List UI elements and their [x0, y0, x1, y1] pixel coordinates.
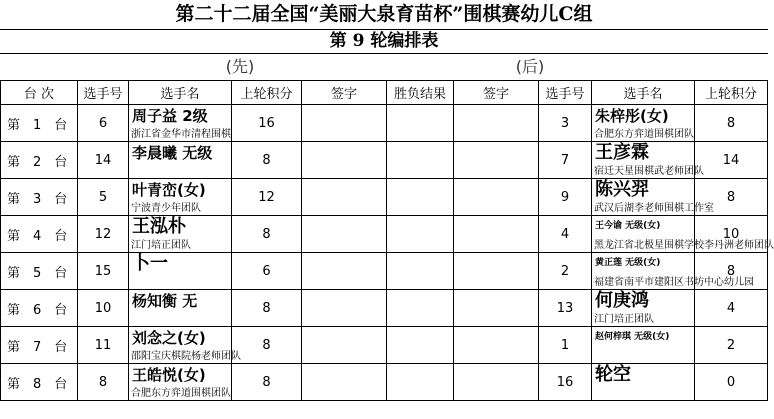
right-player-score: 8 — [695, 253, 768, 290]
header-result: 胜负结果 — [387, 81, 454, 105]
right-player-name: 朱梓彤(女) — [595, 107, 669, 125]
result-cell[interactable] — [387, 364, 454, 401]
left-player-name: 卜一 — [132, 253, 168, 274]
left-player-org: 邵阳宝庆棋院杨老师团队 — [131, 351, 241, 362]
left-player-org: 江门培正团队 — [131, 240, 191, 251]
result-cell[interactable] — [387, 179, 454, 216]
header-left-no: 选手号 — [78, 81, 129, 105]
left-player-no: 15 — [78, 253, 129, 290]
right-player-no: 9 — [539, 179, 592, 216]
right-player-org: 宿迁天星围棋武老师团队 — [594, 166, 704, 177]
left-player-name: 王泓朴 — [132, 216, 186, 237]
right-player-name: 赵何梓琪 无级(女) — [595, 332, 670, 342]
left-player-no: 11 — [78, 327, 129, 364]
left-player-name: 王皓悦(女) — [132, 366, 206, 384]
header-right-name: 选手名 — [592, 81, 695, 105]
right-player-cell — [592, 290, 695, 327]
result-cell[interactable] — [387, 142, 454, 179]
right-player-org: 合肥东方弈道围棋团队 — [594, 129, 694, 140]
left-player-no: 12 — [78, 216, 129, 253]
header-left-score: 上轮积分 — [232, 81, 302, 105]
left-signature-cell[interactable] — [302, 364, 387, 401]
left-player-cell — [129, 216, 232, 253]
right-signature-cell[interactable] — [454, 216, 539, 253]
left-player-cell — [129, 290, 232, 327]
right-signature-cell[interactable] — [454, 327, 539, 364]
right-player-cell — [592, 364, 695, 401]
pairing-row — [1, 290, 768, 327]
pairing-row — [1, 327, 768, 364]
page-title: 第二十二届全国“美丽大泉育苗杯”围棋赛幼儿C组 — [0, 0, 768, 30]
right-player-no: 2 — [539, 253, 592, 290]
right-signature-cell[interactable] — [454, 105, 539, 142]
round-cell: 第 1 台 — [1, 105, 78, 142]
left-player-name: 叶青峦(女) — [132, 181, 206, 199]
left-player-score: 8 — [232, 364, 302, 401]
left-player-name: 周子益 2级 — [132, 107, 208, 125]
right-player-org: 黑龙江省北极星围棋学校李丹洲老师团队 — [594, 240, 774, 251]
pairing-row — [1, 364, 768, 401]
left-player-score: 8 — [232, 142, 302, 179]
left-player-cell — [129, 105, 232, 142]
header-row — [1, 81, 768, 105]
left-player-score: 16 — [232, 105, 302, 142]
result-cell[interactable] — [387, 253, 454, 290]
round-cell: 第 3 台 — [1, 179, 78, 216]
right-player-score: 8 — [695, 179, 768, 216]
right-player-cell — [592, 179, 714, 216]
result-cell[interactable] — [387, 216, 454, 253]
left-signature-cell[interactable] — [302, 105, 387, 142]
right-player-name: 王今谕 无级(女) — [595, 221, 661, 231]
page-subtitle: 第 9 轮编排表 — [0, 29, 768, 54]
left-player-org: 浙江省金华市清程围棋 — [131, 129, 231, 140]
right-player-name: 黄正莲 无级(女) — [595, 258, 661, 268]
header-sign-right: 签字 — [454, 81, 539, 105]
right-player-cell — [592, 327, 695, 364]
pairing-row — [1, 142, 768, 179]
header-left-name: 选手名 — [129, 81, 232, 105]
left-player-org: 合肥东方弈道围棋团队 — [131, 388, 231, 399]
right-player-no: 7 — [539, 142, 592, 179]
right-signature-cell[interactable] — [454, 142, 539, 179]
round-cell: 第 7 台 — [1, 327, 78, 364]
pairing-row — [1, 179, 768, 216]
right-player-name: 轮空 — [595, 364, 631, 385]
right-player-org: 武汉后湖李老师围棋工作室 — [594, 203, 714, 214]
left-player-no: 6 — [78, 105, 129, 142]
right-player-no: 4 — [539, 216, 592, 253]
right-player-score: 4 — [695, 290, 768, 327]
left-player-cell — [129, 179, 232, 216]
left-player-no: 10 — [78, 290, 129, 327]
left-player-no: 14 — [78, 142, 129, 179]
right-player-score: 8 — [695, 105, 768, 142]
header-right-no: 选手号 — [539, 81, 592, 105]
right-player-cell — [592, 142, 704, 179]
round-cell: 第 2 台 — [1, 142, 78, 179]
left-player-cell — [129, 142, 232, 179]
left-player-name: 李晨曦 无级 — [132, 144, 213, 162]
round-cell: 第 8 台 — [1, 364, 78, 401]
right-player-no: 1 — [539, 327, 592, 364]
right-signature-cell[interactable] — [454, 290, 539, 327]
left-player-cell — [129, 364, 232, 401]
left-signature-cell[interactable] — [302, 290, 387, 327]
left-player-no: 8 — [78, 364, 129, 401]
left-player-score: 8 — [232, 216, 302, 253]
header-round: 台 次 — [1, 81, 78, 105]
left-signature-cell[interactable] — [302, 327, 387, 364]
side-label-second: (后) — [515, 57, 545, 76]
right-signature-cell[interactable] — [454, 253, 539, 290]
round-cell: 第 4 台 — [1, 216, 78, 253]
left-player-score: 12 — [232, 179, 302, 216]
right-player-org: 福建省南平市建阳区书坊中心幼儿园 — [594, 277, 754, 288]
pairing-row — [1, 253, 768, 290]
right-player-no: 16 — [539, 364, 592, 401]
right-player-name: 陈兴羿 — [595, 179, 649, 200]
right-player-org: 江门培正团队 — [594, 314, 654, 325]
left-player-score: 8 — [232, 327, 302, 364]
right-signature-cell[interactable] — [454, 364, 539, 401]
right-player-name: 何庚鸿 — [595, 290, 649, 311]
round-cell: 第 5 台 — [1, 253, 78, 290]
left-player-name: 刘念之(女) — [132, 329, 206, 347]
right-player-score: 2 — [695, 327, 768, 364]
left-signature-cell[interactable] — [302, 179, 387, 216]
right-player-cell — [592, 105, 695, 142]
pairing-table — [0, 80, 774, 401]
pairing-row — [1, 105, 768, 142]
side-label-first: (先) — [225, 57, 255, 76]
right-player-cell — [592, 253, 754, 290]
right-player-no: 3 — [539, 105, 592, 142]
right-player-score: 0 — [695, 364, 768, 401]
header-sign-left: 签字 — [302, 81, 387, 105]
pairing-row — [1, 216, 768, 253]
right-signature-cell[interactable] — [454, 179, 539, 216]
left-player-score: 6 — [232, 253, 302, 290]
result-cell[interactable] — [387, 327, 454, 364]
right-player-score: 14 — [695, 142, 768, 179]
left-player-org: 宁波青少年团队 — [131, 203, 201, 214]
header-right-score: 上轮积分 — [695, 81, 768, 105]
round-cell: 第 6 台 — [1, 290, 78, 327]
left-player-cell — [129, 253, 232, 290]
left-player-name: 杨知衡 无 — [132, 292, 198, 310]
left-player-score: 8 — [232, 290, 302, 327]
left-signature-cell[interactable] — [302, 216, 387, 253]
right-player-no: 13 — [539, 290, 592, 327]
left-signature-cell[interactable] — [302, 142, 387, 179]
result-cell[interactable] — [387, 290, 454, 327]
right-player-name: 王彦霖 — [595, 142, 649, 163]
left-player-no: 5 — [78, 179, 129, 216]
left-signature-cell[interactable] — [302, 253, 387, 290]
result-cell[interactable] — [387, 105, 454, 142]
left-player-cell — [129, 327, 241, 364]
right-player-score: 10 — [695, 216, 768, 253]
